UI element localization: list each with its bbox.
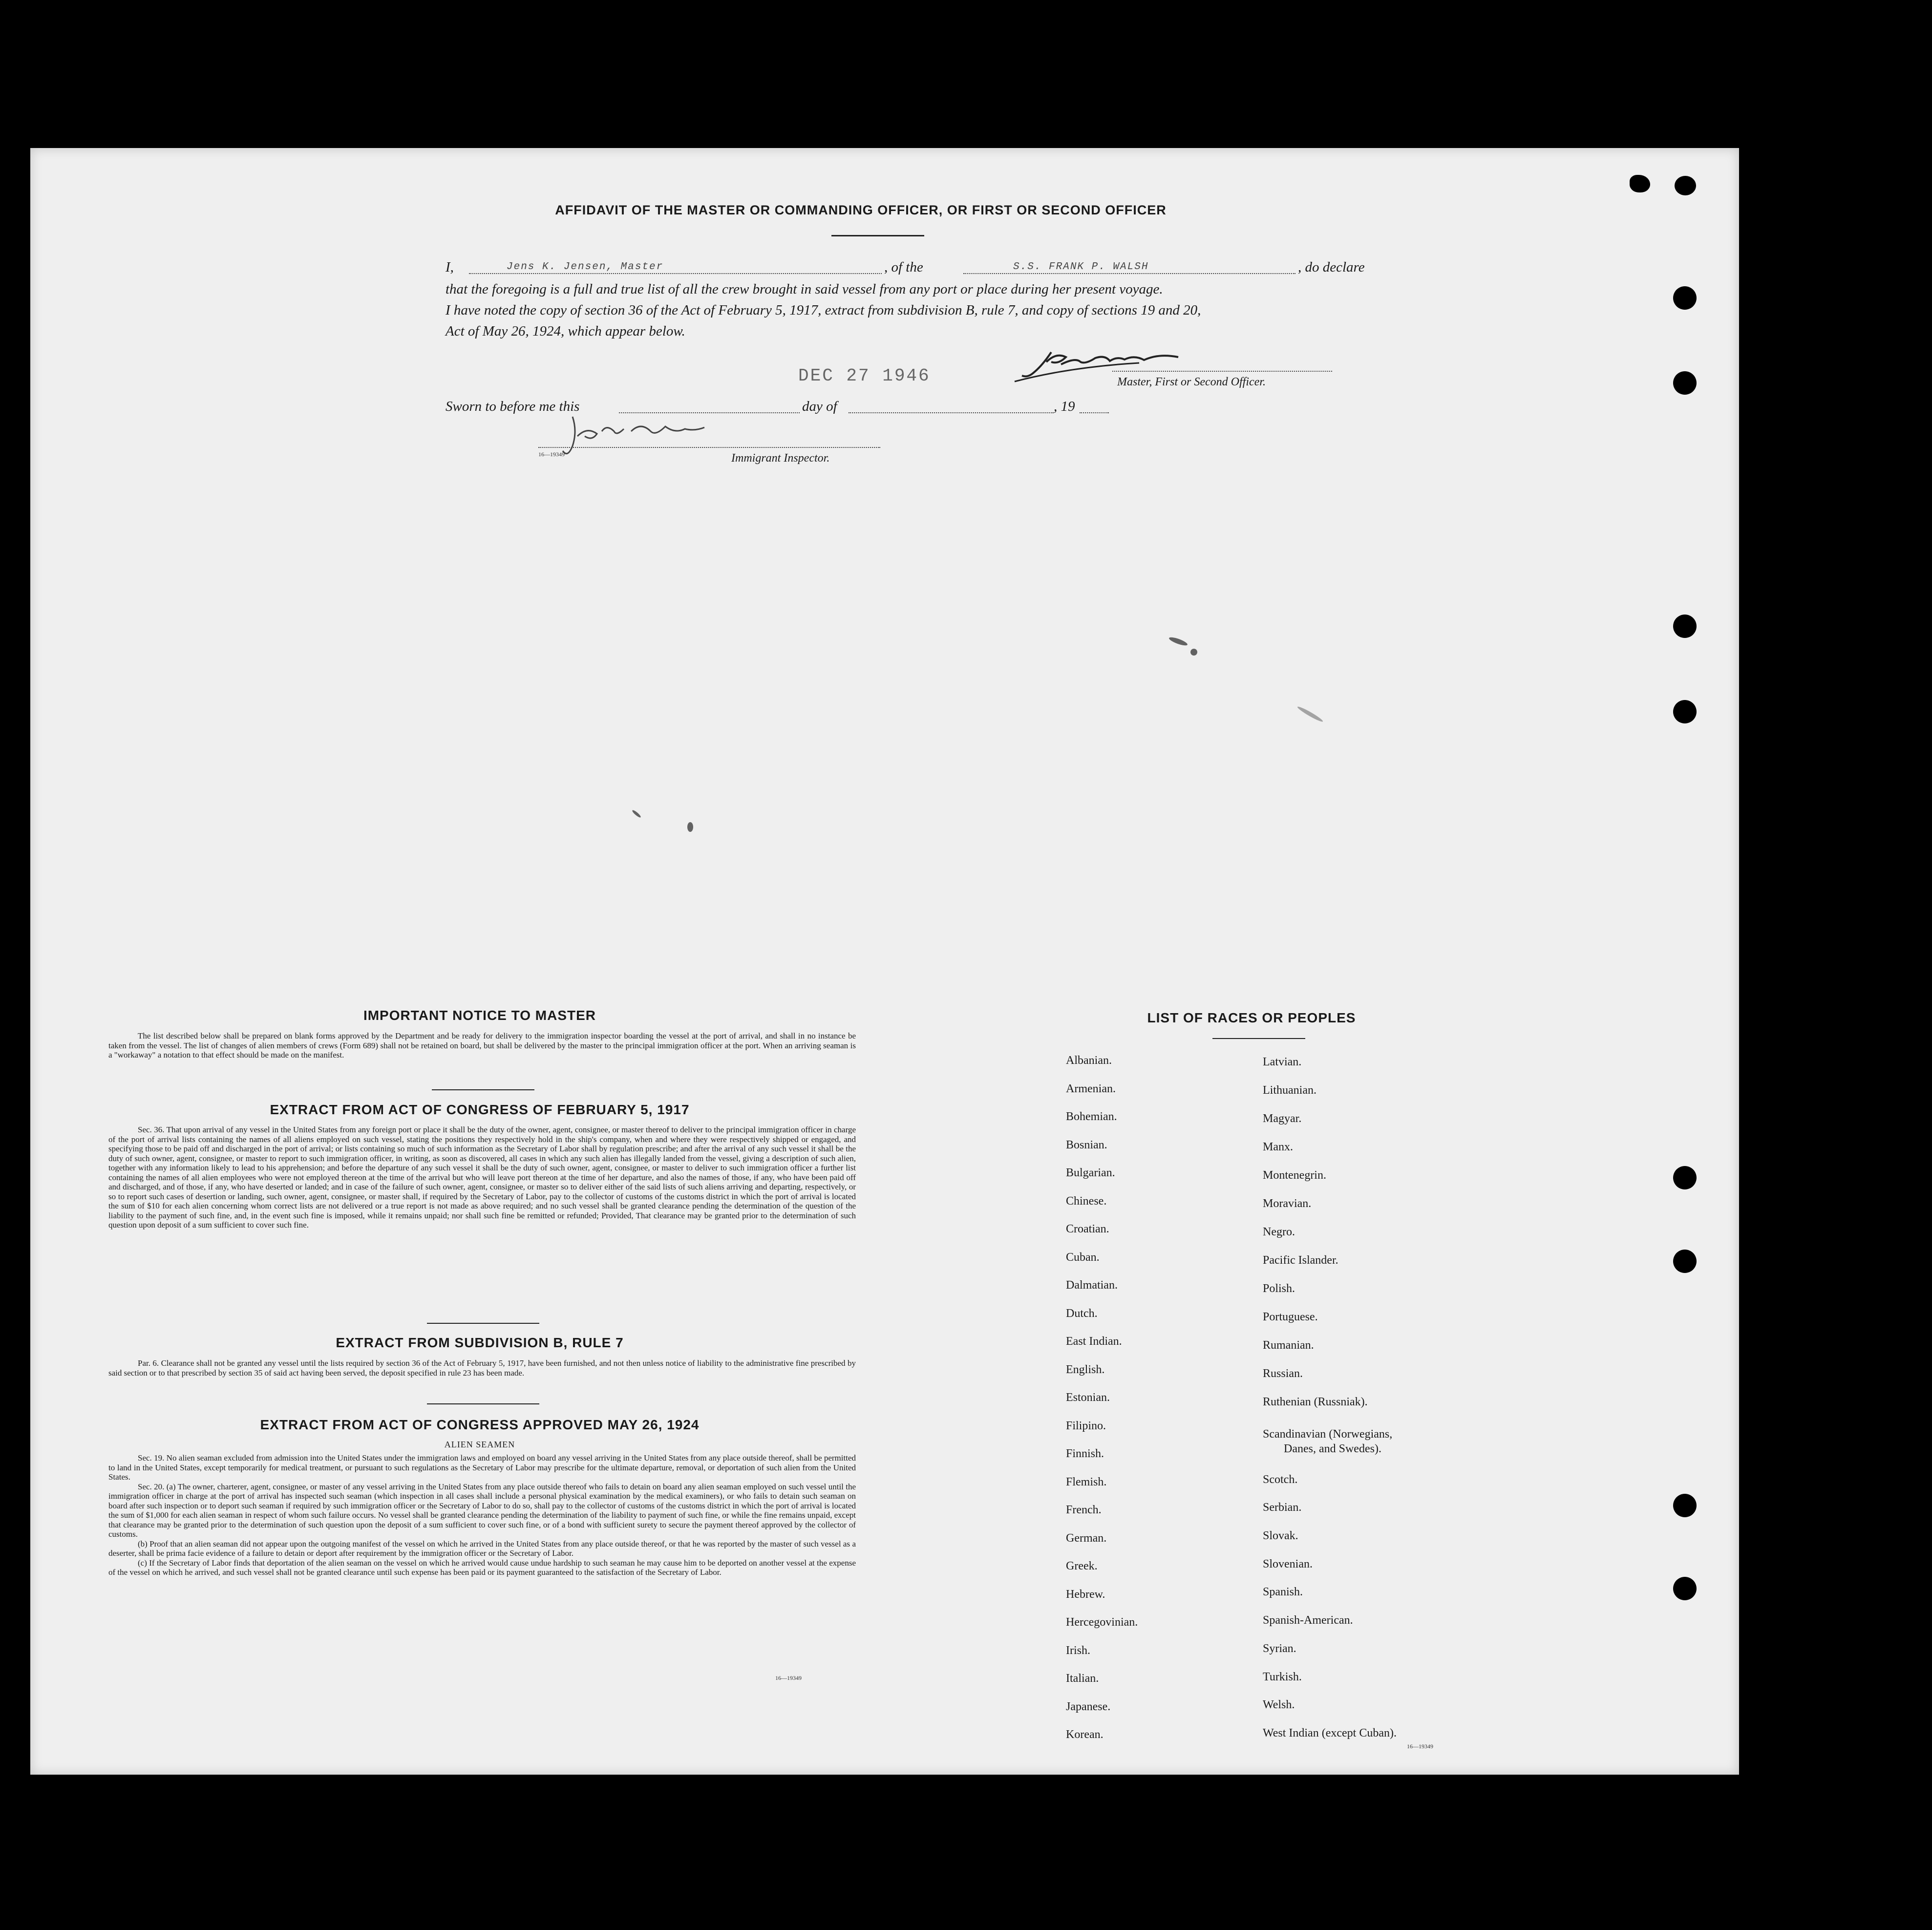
race-item: Hercegovinian.: [1066, 1616, 1138, 1629]
extract-1917-title: EXTRACT FROM ACT OF CONGRESS OF FEBRUARY 5, 1917: [270, 1102, 690, 1117]
sworn-label: Sworn to before me this: [446, 399, 580, 414]
race-item: Dalmatian.: [1066, 1279, 1118, 1292]
section-36: Sec. 36. That upon arrival of any vessel in the United States from any foreign port or place it shall be the duty of the owner, agent, consignee, or master thereof to deliver to the principal immigration officer in charge of the port of arrival lists containing the names of all aliens employed on such vessel, stating the positions they respectively hold in the ship's company, when and where they were respectively shipped or engaged, and specifying those to be paid off and discharged in the port of arrival; or lists containing so much of such information as the Secretary of Labor shall by regulation prescribe; and after the arrival of any such vessel it shall be the duty of such owner, agent, consignee, or master to report to such immigration officer, in writing, as soon as discovered, all cases in which any such alien has illegally landed from the vessel, giving a description of such alien, together with any information likely to lead to his apprehension; and before the departure of any such vessel it shall be the duty of such owner, agent, consignee, or master to deliver to such immigration officer a further list containing the names of all alien employees who were not employed thereon at the time of the arrival but who will leave port thereon at the time of her departure, and also the names of those, if any, who have been paid off and discharged, and of those, if any, who have deserted or landed; and in case of the failure of such owner, agent, consignee, or master so to deliver either of the said lists of such aliens arriving and departing, respectively, or so to report such cases of desertion or landing, such owner, agent, consignee, or master shall, if required by the Secretary of Labor, pay to the collector of customs of the customs district in which the port of arrival is located the sum of $10 for each alien concerning whom correct lists are not delivered or a true report is not made as above required; and no such vessel shall be granted clearance pending the determination of the question of the liability to the payment of such fine, and, in the event such fine is imposed, while it remains unpaid; nor shall such fine be remitted or refunded; Provided, That clearance may be granted prior to the determination of such question upon deposit of a sum sufficient to cover such fine.: [108, 1125, 856, 1230]
race-item: Lithuanian.: [1263, 1084, 1316, 1097]
race-item: Turkish.: [1263, 1671, 1302, 1683]
vessel-name-field[interactable]: S.S. FRANK P. WALSH: [1013, 261, 1149, 273]
sworn-month-line: [849, 412, 1054, 413]
ink-smudge: [1168, 636, 1188, 647]
extract-1924-text: [108, 1453, 856, 1577]
declaration-line-1: [446, 259, 1535, 279]
race-item: Dutch.: [1066, 1307, 1098, 1320]
ink-smudge: [1296, 705, 1324, 723]
race-item: Pacific Islander.: [1263, 1254, 1338, 1267]
race-item: Croatian.: [1066, 1223, 1109, 1235]
race-item: Filipino.: [1066, 1419, 1106, 1432]
race-item: Hebrew.: [1066, 1588, 1105, 1601]
binder-hole: [1673, 1494, 1697, 1517]
inspector-number: 16—19349: [538, 451, 565, 458]
race-item: West Indian (except Cuban).: [1263, 1727, 1397, 1739]
notice-title: IMPORTANT NOTICE TO MASTER: [363, 1008, 596, 1023]
race-item: Cuban.: [1066, 1251, 1100, 1264]
race-item: Albanian.: [1066, 1054, 1112, 1067]
inspector-caption: Immigrant Inspector.: [731, 452, 830, 465]
name-fill-line: [469, 273, 882, 274]
races-rule: [1212, 1038, 1305, 1039]
race-item: Slovenian.: [1263, 1558, 1313, 1570]
ink-smudge: [1190, 649, 1197, 656]
binder-hole: [1673, 615, 1697, 638]
race-item: Polish.: [1263, 1282, 1295, 1295]
ink-smudge: [687, 822, 693, 832]
extract-form-number: 16—19349: [775, 1675, 802, 1681]
race-item: Bulgarian.: [1066, 1166, 1115, 1179]
do-declare-label: , do declare: [1298, 259, 1365, 275]
binder-hole: [1673, 371, 1697, 395]
inspector-signature-line: [538, 447, 880, 448]
races-form-number: 16—19349: [1407, 1743, 1433, 1750]
vessel-fill-line: [963, 273, 1295, 274]
notice-text: [108, 1031, 856, 1060]
race-item: Bohemian.: [1066, 1110, 1117, 1123]
race-item: Syrian.: [1263, 1642, 1296, 1655]
alien-seamen-subtitle: ALIEN SEAMEN: [444, 1440, 515, 1449]
race-item: East Indian.: [1066, 1335, 1122, 1348]
section-19: Sec. 19. No alien seaman excluded from admission into the United States under the immigration laws and employed on board any vessel arriving in the United States from any place outside thereof, shall be permitted to land in the United States, except temporarily for medical treatment, or pursuant to such regulations as the Secretary of Labor may prescribe for the ultimate departure, removal, or deportation of such alien from the United States.: [108, 1453, 856, 1482]
extract-1924-title: EXTRACT FROM ACT OF CONGRESS APPROVED MAY 26, 1924: [260, 1417, 700, 1432]
race-item: Japanese.: [1066, 1700, 1111, 1713]
of-the-label: , of the: [884, 259, 923, 275]
race-item: Spanish.: [1263, 1586, 1303, 1598]
binder-hole: [1673, 700, 1697, 723]
affidavit-title: AFFIDAVIT OF THE MASTER OR COMMANDING OFFICER, OR FIRST OR SECOND OFFICER: [555, 203, 1167, 217]
year-label: , 19: [1054, 399, 1075, 414]
ink-smudge: [632, 809, 642, 819]
section-20a: Sec. 20. (a) The owner, charterer, agent, consignee, or master of any vessel arriving in the United States from any place outside thereof who fails to detain on board any alien seaman employed on such vessel until the immigration officer in charge at the port of arrival has inspected such seaman (which inspection in all cases shall include a personal physical examination by the medical examiners), or who fails to detain such seaman on board after such inspection or to deport such seaman if required by such immigration officer or the Secretary of Labor to do so, shall pay to the collector of customs of the customs district in which the port of arrival is located the sum of $1,000 for each alien seaman in respect of whom such failure occurs. No vessel shall be granted clearance pending the determination of the liability to payment of such fine, or while the fine remains unpaid, except that clearance may be granted prior to the determination of such question upon the deposit of a sum sufficient to cover such fine, or of a bond with sufficient surety to secure the payment thereof approved by the collector of customs.: [108, 1482, 856, 1539]
race-item: Welsh.: [1263, 1698, 1295, 1711]
binder-hole: [1675, 176, 1696, 195]
notice-paragraph: The list described below shall be prepared on blank forms approved by the Department and be ready for delivery to the immigration inspector boarding the vessel at the port of arrival, and shall in no instance be taken from the vessel. The list of changes of alien members of crews (Form 689) shall not be retained on board, but shall be delivered by the master to the principal immigration officer at the port. When an arriving seaman is a "workaway" a notation to that effect should be made on the manifest.: [108, 1031, 856, 1060]
declaration-line-2: that the foregoing is a full and true list of all the crew brought in said vessel from any port or place during her present voyage.: [446, 281, 1163, 297]
race-item: Portuguese.: [1263, 1311, 1318, 1323]
race-item: Bosnian.: [1066, 1138, 1107, 1151]
race-item: Armenian.: [1066, 1082, 1116, 1095]
race-item: Estonian.: [1066, 1391, 1110, 1404]
binder-hole: [1673, 1577, 1697, 1600]
section-20c: (c) If the Secretary of Labor finds that deportation of the alien seaman on the vessel on which he arrived would cause undue hardship to such seaman he may cause him to be deported on another vessel at the expense of the vessel on which he arrived, and such vessel shall not be granted clearance until such expense has been paid or its payment guaranteed to the satisfaction of the Secretary of Labor.: [108, 1558, 856, 1577]
race-item: Magyar.: [1263, 1112, 1302, 1125]
race-item: Danes, and Swedes).: [1284, 1442, 1381, 1455]
race-item: Manx.: [1263, 1141, 1293, 1153]
binder-hole: [1630, 175, 1650, 192]
section-20b: (b) Proof that an alien seaman did not appear upon the outgoing manifest of the vessel on which he arrived in the United States from any place outside thereof, or that he was reported by the master of such vessel as a deserter, shall be prima facie evidence of a failure to detain or deport after requirement by the immigration officer or the Secretary of Labor.: [108, 1539, 856, 1558]
race-item: Finnish.: [1066, 1447, 1104, 1460]
subdivision-b-text: [108, 1358, 856, 1378]
subdivision-b-title: EXTRACT FROM SUBDIVISION B, RULE 7: [336, 1335, 624, 1350]
race-item: Negro.: [1263, 1226, 1295, 1238]
form-sheet: [30, 148, 1739, 1775]
race-item: Flemish.: [1066, 1475, 1107, 1488]
races-title: LIST OF RACES OR PEOPLES: [1147, 1010, 1356, 1025]
race-item: Korean.: [1066, 1728, 1104, 1741]
race-item: Serbian.: [1263, 1501, 1302, 1514]
notice-rule: [432, 1089, 534, 1090]
race-item: Irish.: [1066, 1644, 1090, 1657]
title-rule: [831, 235, 924, 236]
race-item: French.: [1066, 1504, 1102, 1516]
master-signature-caption: Master, First or Second Officer.: [1117, 376, 1266, 388]
day-of-label: day of: [802, 399, 837, 414]
date-stamp: DEC 27 1946: [798, 366, 931, 386]
declaration-line-4: Act of May 26, 1924, which appear below.: [446, 323, 685, 339]
paragraph-6: Par. 6. Clearance shall not be granted any vessel until the lists required by section 36 of the Act of February 5, 1917, have been furnished, and not then unless notice of liability to the administrative fine prescribed by said section or to that prescribed by section 35 of said act having been served, the deposit specified in rule 23 has been made.: [108, 1358, 856, 1378]
race-item: Moravian.: [1263, 1197, 1312, 1210]
race-item: Italian.: [1066, 1672, 1099, 1685]
race-item: Latvian.: [1263, 1056, 1302, 1068]
inspector-signature: [558, 412, 734, 461]
pronoun-i: I,: [446, 259, 454, 275]
race-item: Scotch.: [1263, 1473, 1298, 1486]
sworn-year-line: [1080, 412, 1109, 413]
subdivision-b-rule: [427, 1403, 539, 1404]
sworn-line: [446, 399, 1178, 418]
race-item: Montenegrin.: [1263, 1169, 1326, 1182]
race-item: Chinese.: [1066, 1194, 1107, 1208]
extract-1917-rule: [427, 1323, 539, 1324]
race-item: English.: [1066, 1363, 1105, 1376]
extract-1917-text: [108, 1125, 856, 1230]
race-item: Ruthenian (Russniak).: [1263, 1396, 1368, 1408]
declaration-line-3: I have noted the copy of section 36 of the Act of February 5, 1917, extract from subdivision B, rule 7, and copy of sections 19 and 20,: [446, 302, 1201, 318]
race-item: Russian.: [1263, 1367, 1303, 1380]
race-item: Slovak.: [1263, 1529, 1298, 1542]
race-item: Scandinavian (Norwegians,: [1263, 1428, 1393, 1441]
binder-hole: [1673, 286, 1697, 310]
race-item: Rumanian.: [1263, 1339, 1314, 1352]
race-item: Spanish-American.: [1263, 1614, 1353, 1627]
race-item: Greek.: [1066, 1560, 1098, 1572]
binder-hole: [1673, 1166, 1697, 1189]
master-name-field[interactable]: Jens K. Jensen, Master: [507, 261, 664, 273]
binder-hole: [1673, 1250, 1697, 1273]
master-signature-line: [1112, 371, 1332, 372]
race-item: German.: [1066, 1531, 1107, 1545]
